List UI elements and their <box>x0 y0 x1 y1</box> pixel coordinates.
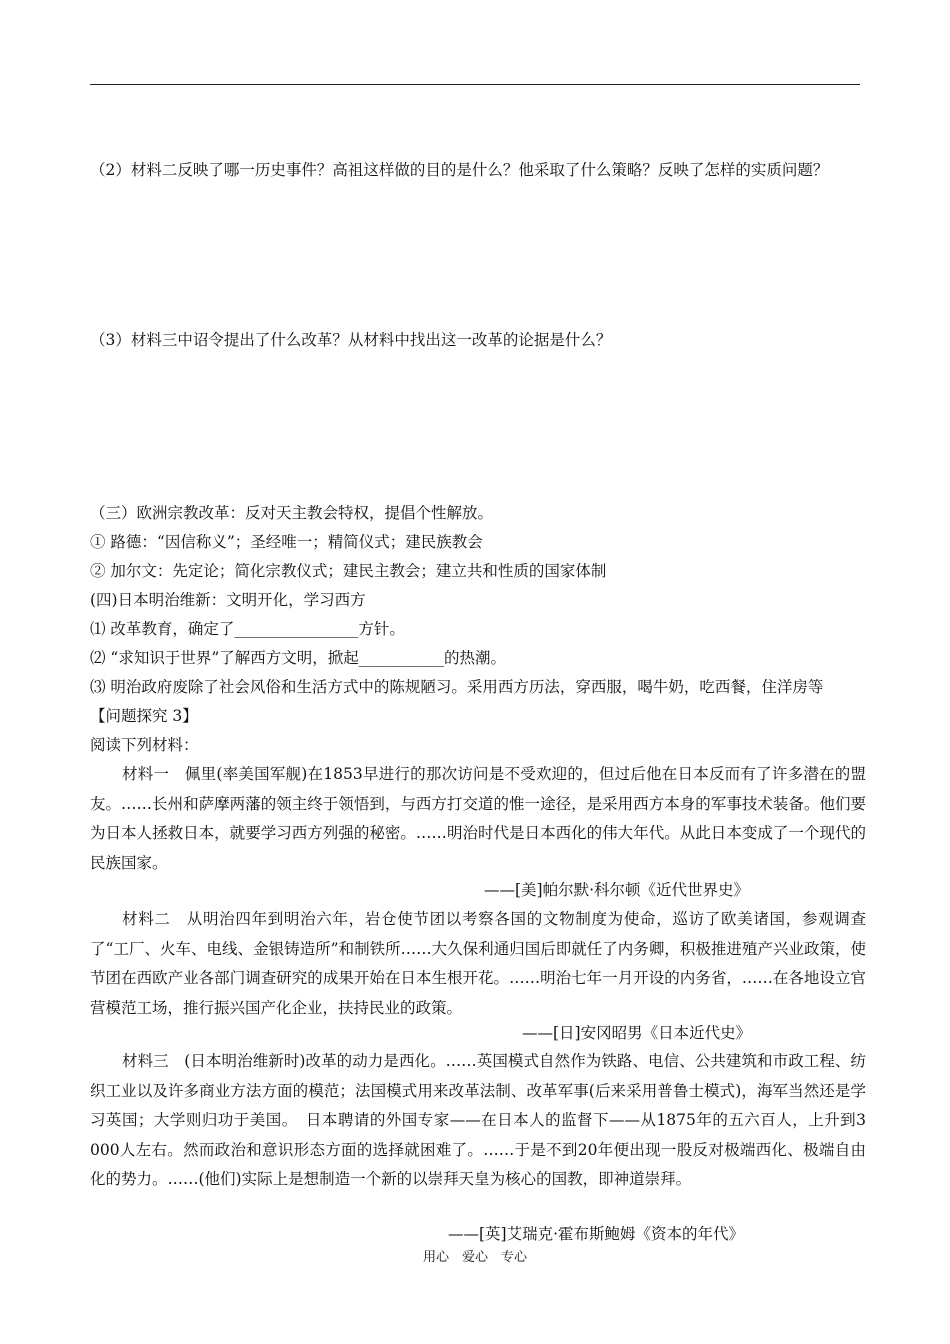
section-4-title: (四)日本明治维新：文明开化，学习西方 <box>90 591 366 609</box>
question-2: （2）材料二反映了哪一历史事件？高祖这样做的目的是什么？他采取了什么策略？反映了怎样的实质问题？ <box>90 161 829 179</box>
inquiry-heading: 【问题探究 3】 <box>90 707 198 725</box>
section-4-item-1: ⑴ 改革教育，确定了________________方针。 <box>90 620 405 638</box>
section-3-title: （三）欧洲宗教改革：反对天主教会特权，提倡个性解放。 <box>90 504 494 522</box>
material-3: 材料三 (日本明治维新时)改革的动力是西化。……英国模式自然作为铁路、电信、公共建筑和市政工程、纺织工业以及许多商业方法方面的模范；法国模式用来改革法制、改革军事(后来采用普鲁士模式)，海军当然还是学习英国；大学则归功于美国。 日本聘请的外国专家——在日本人的监督下——从1875年的五六百人，上升到3 000人左右。然而政治和意识形态方面的选择就困难了。……于是不到20年便出现一股反对极端西化、极端自由化的势力。……(他们)实际上是想制造一个新的以崇拜天皇为核心的国教，即神道崇拜。 <box>90 1052 866 1188</box>
section-3-item-1: ① 路德：“因信称义”；圣经唯一；精简仪式；建民族教会 <box>90 533 483 551</box>
question-3: （3）材料三中诏令提出了什么改革？从材料中找出这一改革的论据是什么？ <box>90 331 612 349</box>
material-1: 材料一 佩里(率美国军舰)在1853早进行的那次访问是不受欢迎的，但过后他在日本反而有了许多潜在的盟友。……长州和萨摩两藩的领主终于领悟到，与西方打交道的惟一途径，是采用西方本身的军事技术装备。他们要为日本人拯救日本，就要学习西方列强的秘密。……明治时代是日本西化的伟大年代。从此日本变成了一个现代的民族国家。 <box>90 765 866 872</box>
header-rule <box>90 84 860 85</box>
section-4-item-2: ⑵ “求知识于世界”了解西方文明，掀起___________的热潮。 <box>90 649 507 667</box>
material-2: 材料二 从明治四年到明治六年，岩仓使节团以考察各国的文物制度为使命，巡访了欧美诸国，参观调查了“工厂、火车、电线、金银铸造所”和制铁所……大久保利通归国后即就任了内务卿，积极推进殖产兴业政策，使节团在西欧产业各部门调查研究的成果开始在日本生根开花。……明治七年一月开设的内务省，……在各地设立官营模范工场，推行振兴国产化企业，扶持民业的政策。 <box>90 910 866 1017</box>
section-4-item-3: ⑶ 明治政府废除了社会风俗和生活方式中的陈规陋习。采用西方历法，穿西服，喝牛奶，吃西餐，住洋房等 <box>90 678 824 696</box>
page-footer: 用心 爱心 专心 <box>422 1250 527 1265</box>
source-1: ——[美]帕尔默·科尔顿《近代世界史》 <box>484 881 750 899</box>
section-3-item-2: ② 加尔文：先定论；简化宗教仪式；建民主教会；建立共和性质的国家体制 <box>90 562 607 580</box>
source-2: ——[日]安冈昭男《日本近代史》 <box>522 1024 752 1042</box>
inquiry-prompt: 阅读下列材料： <box>90 736 199 754</box>
source-3: ——[英]艾瑞克·霍布斯鲍姆《资本的年代》 <box>448 1225 745 1243</box>
